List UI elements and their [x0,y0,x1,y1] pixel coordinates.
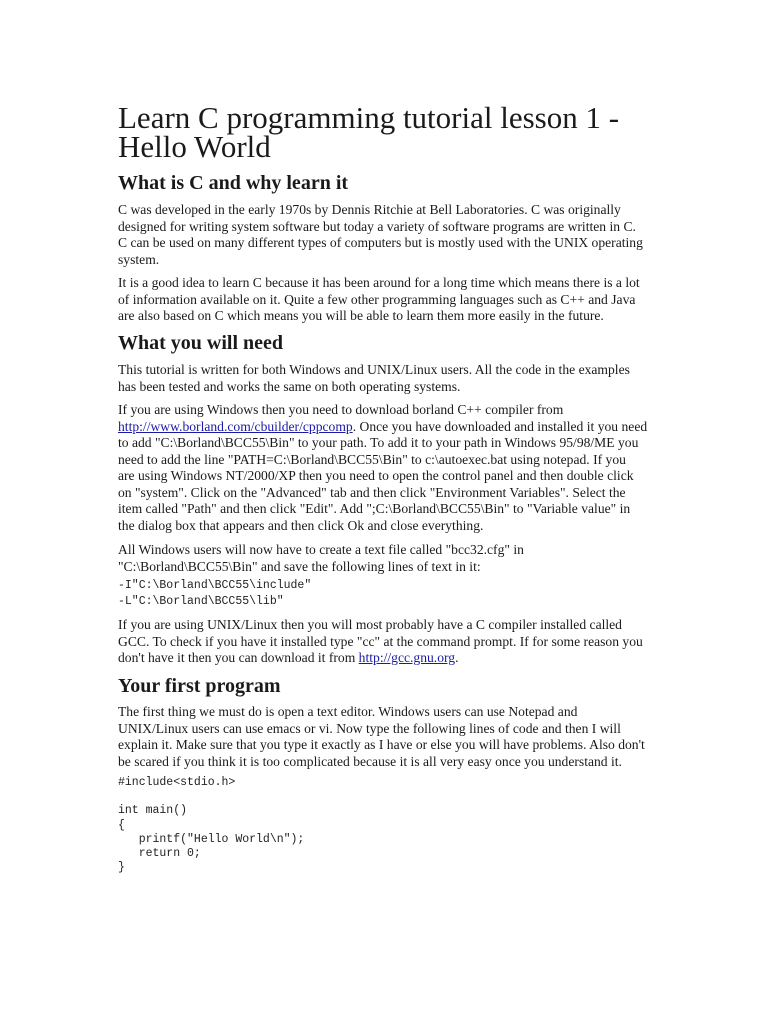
paragraph-why-learn [118,275,678,325]
text-line: of information available on it. Quite a few other programming languages such as C++ and Java [118,291,636,307]
text-line: the dialog box that appears and then click Ok and close everything. [118,517,484,533]
text-line: int main() [118,804,188,818]
text-line: { [118,818,125,832]
text-line: C can be used on many different types of computers but is mostly used with the UNIX operating [118,235,643,250]
text-line: on "system". Click on the "Advanced" tab and then click "Environment Variables". Select the [118,484,626,500]
text-fragment: . Once you have downloaded and installed it you need [352,418,648,434]
cfg-code-block [118,578,678,610]
text-line: If you are using UNIX/Linux then you will most probably have a C compiler installed called [118,617,622,632]
text-line: #include<stdio.h> [118,776,236,789]
text-line: are also based on C which means you will be able to learn them more easily in the future. [118,308,604,323]
text-line: C was developed in the early 1970s by Dennis Ritchie at Bell Laboratories. C was originally [118,202,621,217]
text-line: be scared if you think it is too complicated because it is all very easy once you understand it. [118,753,622,769]
paragraph-unix-gcc [118,617,678,667]
text-line: system. [118,251,160,267]
text-line [118,790,678,804]
text-line: } [118,861,125,875]
gcc-link[interactable]: http://gcc.gnu.org [358,650,456,665]
heading-first-program: Your first program [118,675,281,697]
heading-what-you-need: What you will need [118,332,284,354]
page-title [118,100,678,164]
text-line: printf("Hello World\n"); [118,832,305,846]
text-line: to add "C:\Borland\BCC55\Bin" to your path. To add it to your path in Windows 95/98/ME you [118,435,639,450]
text-line: explain it. Make sure that you type it exactly as I have or else you will have problems. Also don't [118,737,645,752]
text-line: -I"C:\Borland\BCC55\include" [118,579,312,592]
text-lines [118,435,678,534]
text-line [118,419,678,436]
text-line: -L"C:\Borland\BCC55\lib" [118,595,284,608]
title-line: Learn C programming tutorial lesson 1 - [118,100,620,135]
hello-world-code-block [118,776,678,875]
text-line: The first thing we must do is open a text editor. Windows users can use Notepad and [118,704,578,719]
text-line: If you are using Windows then you need to download borland C++ compiler from [118,402,564,417]
text-line: All Windows users will now have to create a text file called "bcc32.cfg" in [118,542,524,557]
text-line: need to add the line "PATH=C:\Borland\BCC55\Bin" to c:\autoexec.bat using notepad. If you [118,451,626,467]
text-line: "C:\Borland\BCC55\Bin" and save the following lines of text in it: [118,558,481,574]
paragraph-text-editor [118,704,678,770]
text-line: UNIX/Linux users can use emacs or vi. Now type the following lines of code and then I will [118,720,621,736]
text-line: GCC. To check if you have it installed type "cc" at the command prompt. If for some reason you [118,633,643,649]
text-fragment: don't have it then you can download it from [118,650,359,665]
paragraph-platforms [118,362,678,395]
borland-link[interactable]: http://www.borland.com/cbuilder/cppcomp [118,418,353,434]
text-line: This tutorial is written for both Windows and UNIX/Linux users. All the code in the examples [118,362,630,377]
paragraph-c-history [118,202,678,268]
text-line: item called "Path" and then click "Edit". Add ";C:\Borland\BCC55\Bin" to "Variable value" in [118,501,631,516]
text-line [118,650,678,667]
text-line: are using Windows NT/2000/XP then you need to open the control panel and then double click [118,468,634,483]
text-line: return 0; [118,847,201,861]
text-line: has been tested and works the same on both operating systems. [118,378,461,394]
paragraph-bcc32-cfg [118,542,678,575]
heading-what-is-c: What is C and why learn it [118,172,349,194]
text-line: It is a good idea to learn C because it has been around for a long time which means there is a lot [118,275,640,290]
paragraph-windows-setup [118,402,678,534]
text-line: designed for writing system software but today a variety of software programs are written in C. [118,218,636,234]
title-line: Hello World [118,129,271,164]
text-fragment: . [455,650,459,665]
